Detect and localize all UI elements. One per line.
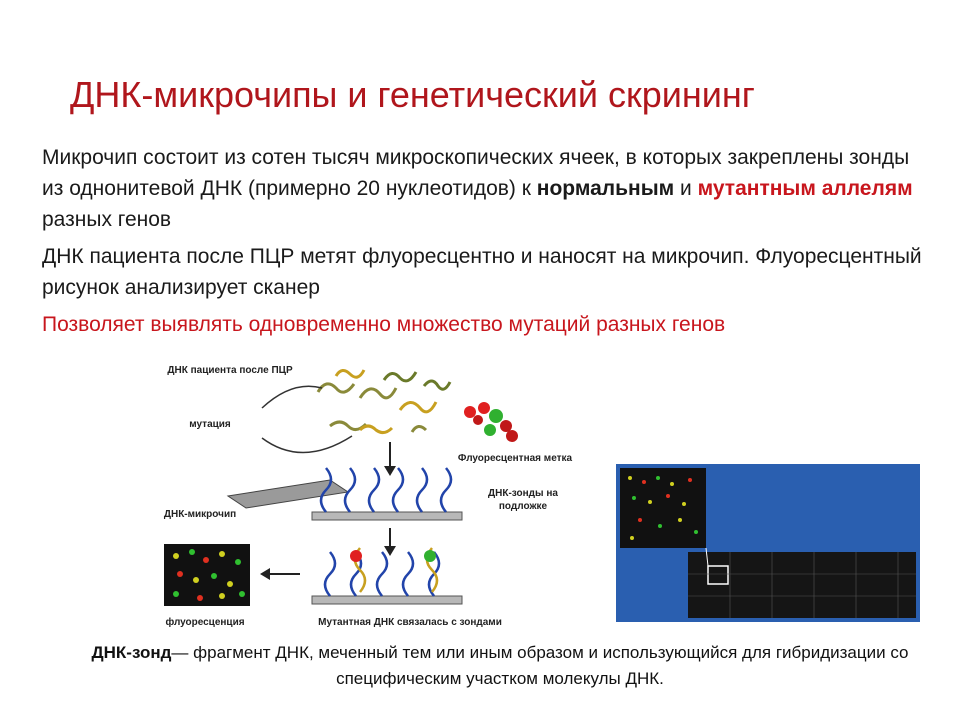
arrow-down-1-head xyxy=(384,466,396,476)
bullet-1-text: Микрочип состоит из сотен тысяч микроскопических ячеек, в которых закреплены зонды из однонитевой ДНК (примерно 20 нуклеотидов) к xyxy=(42,146,910,200)
label-bound: Мутантная ДНК связалась с зондами xyxy=(318,617,502,628)
bullet-1-and: и xyxy=(674,177,698,200)
label-chip: ДНК-микрочип xyxy=(163,509,237,520)
bullet-1-normal: нормальным xyxy=(536,177,675,200)
bullet-1-mutant: мутантным аллелям xyxy=(697,177,913,200)
bullet-2: ДНК пациента после ПЦР метят флуоресцентно и наносят на микрочип. Флуоресцентный рисунок анализирует сканер xyxy=(42,245,922,299)
incoming-arrows xyxy=(262,386,352,452)
arrow-down-2-head xyxy=(384,546,396,556)
bound-helices xyxy=(325,548,439,596)
patient-dna-fragments xyxy=(318,370,450,433)
label-probes: ДНК-зонды на подложке xyxy=(488,488,558,512)
scan-array xyxy=(688,552,916,618)
footer-term: ДНК-зонд xyxy=(91,643,172,662)
bullet-3: Позволяет выявлять одновременно множество мутаций разных генов xyxy=(42,313,726,336)
bullet-1-end: разных генов xyxy=(42,208,172,231)
label-fluorescent-mark: Флуоресцентная метка xyxy=(457,453,573,464)
label-mutation: мутация xyxy=(189,419,231,430)
label-fluorescence: флуоресценция xyxy=(165,617,245,628)
scan-zoom xyxy=(620,468,706,548)
bound-green-tag xyxy=(424,550,436,562)
probe-substrate xyxy=(312,512,462,520)
bound-substrate xyxy=(312,596,462,604)
bound-red-tag xyxy=(350,550,362,562)
footer-definition-text: — фрагмент ДНК, меченный тем или иным образом и использующийся для гибридизации со специфическим участком молекулы ДНК. xyxy=(171,643,909,688)
arrow-left-head xyxy=(260,568,270,580)
slide-title: ДНК-микрочипы и генетический скрининг xyxy=(70,74,755,115)
label-patient-dna: ДНК пациента после ПЦР xyxy=(167,365,293,376)
footer-definition xyxy=(70,640,930,692)
fluorescent-tags xyxy=(464,402,518,442)
